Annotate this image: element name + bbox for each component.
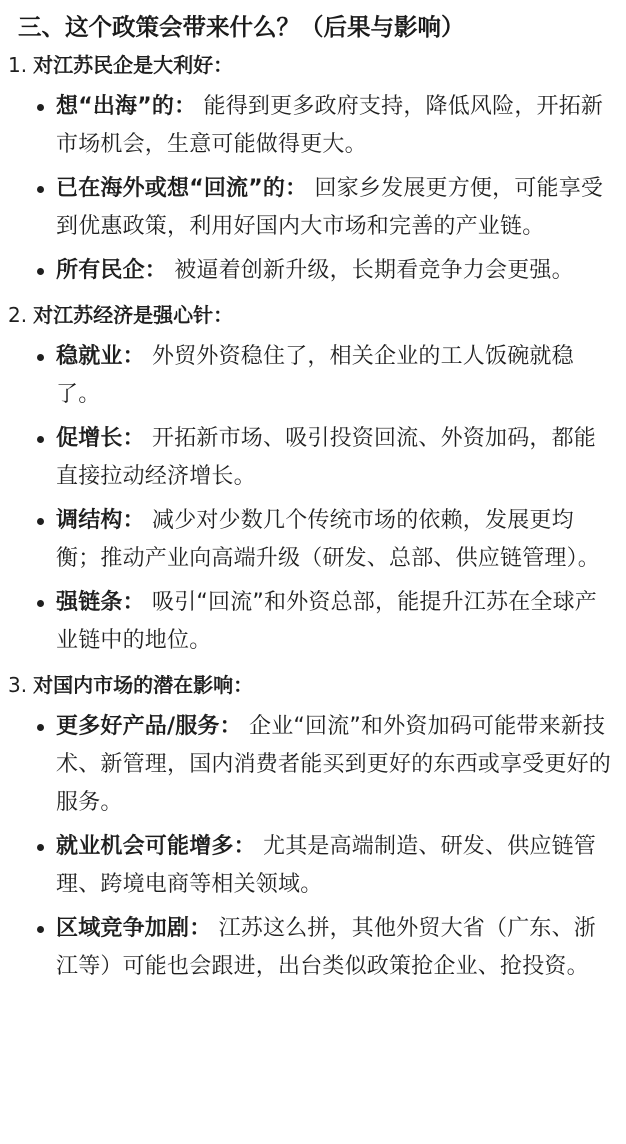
bullet-dot-icon: [37, 186, 44, 193]
section-title: 三、这个政策会带来什么？（后果与影响）: [18, 13, 465, 41]
list-item-3: [0, 666, 626, 986]
bullet-dot-icon: [37, 600, 44, 607]
bullet-dot-icon: [37, 518, 44, 525]
bullet-item: [0, 708, 626, 822]
bullet-dot-icon: [37, 354, 44, 361]
bullet-item: [0, 502, 626, 578]
bullet-text: 减少对少数几个传统市场的依赖，发展更均衡；推动产业向高端升级（研发、总部、供应链管理）。: [56, 508, 601, 571]
item-number: 2.: [8, 303, 28, 327]
bullet-text: 被逼着创新升级，长期看竞争力会更强。: [167, 258, 574, 283]
bullet-item: [0, 584, 626, 660]
bullet-item: [0, 828, 626, 904]
bullet-text: 企业“回流”和外资加码可能带来新技术、新管理，国内消费者能买到更好的东西或享受更好的服务。: [56, 714, 612, 815]
item-title: 对江苏民企是大利好：: [33, 53, 234, 77]
bullet-dot-icon: [37, 268, 44, 275]
bullet-label: 区域竞争加剧：: [56, 916, 212, 941]
main-list: [0, 46, 626, 986]
bullet-text: 尤其是高端制造、研发、供应链管理、跨境电商等相关领域。: [56, 834, 597, 897]
bullet-text: 能得到更多政府支持，降低风险，开拓新市场机会，生意可能做得更大。: [56, 94, 604, 157]
bullet-text: 回家乡发展更方便，可能享受到优惠政策，利用好国内大市场和完善的产业链。: [56, 176, 604, 239]
bullet-item: [0, 910, 626, 986]
item-heading: [8, 666, 626, 704]
bullet-dot-icon: [37, 724, 44, 731]
bullet-dot-icon: [37, 436, 44, 443]
bullet-label: 所有民企：: [56, 258, 168, 283]
item-number: 3.: [8, 673, 28, 697]
bullet-dot-icon: [37, 926, 44, 933]
bullet-item: [0, 420, 626, 496]
list-item-1: [0, 46, 626, 290]
bullet-label: 稳就业：: [56, 344, 145, 369]
bullet-text: 吸引“回流”和外资总部，能提升江苏在全球产业链中的地位。: [56, 590, 598, 653]
bullet-label: 更多好产品/服务：: [56, 714, 242, 739]
sub-list: [0, 708, 626, 986]
bullet-label: 促增长：: [56, 426, 145, 451]
bullet-text: 江苏这么拼，其他外贸大省（广东、浙江等）可能也会跟进，出台类似政策抢企业、抢投资。: [56, 916, 597, 979]
bullet-label: 已在海外或想“回流”的：: [56, 176, 308, 201]
bullet-label: 想“出海”的：: [56, 94, 197, 119]
bullet-label: 强链条：: [56, 590, 145, 615]
bullet-label: 调结构：: [56, 508, 145, 533]
list-item-2: [0, 296, 626, 660]
bullet-text: 外贸外资稳住了，相关企业的工人饭碗就稳了。: [56, 344, 574, 407]
sub-list: [0, 88, 626, 290]
bullet-text: 开拓新市场、吸引投资回流、外资加码，都能直接拉动经济增长。: [56, 426, 597, 489]
bullet-item: [0, 338, 626, 414]
sub-list: [0, 338, 626, 660]
bullet-item: [0, 88, 626, 164]
bullet-item: [0, 170, 626, 246]
item-number: 1.: [8, 53, 28, 77]
item-heading: [8, 296, 626, 334]
bullet-dot-icon: [37, 844, 44, 851]
item-title: 对江苏经济是强心针：: [33, 303, 234, 327]
item-heading: [8, 46, 626, 84]
bullet-label: 就业机会可能增多：: [56, 834, 256, 859]
bullet-dot-icon: [37, 104, 44, 111]
bullet-item: [0, 252, 626, 290]
item-title: 对国内市场的潜在影响：: [33, 673, 254, 697]
